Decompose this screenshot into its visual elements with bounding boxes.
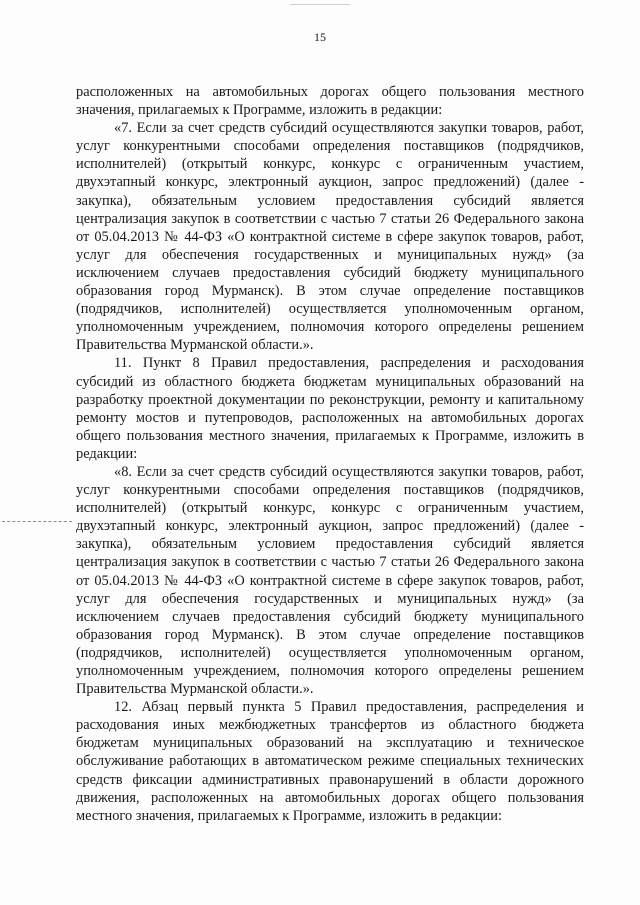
- paragraph-item-11: 11. Пункт 8 Правил предоставления, распределения и расходования субсидий из областного бюджета бюджетам муниципальных образований на разработку проектной документации по реконструкции, ремонту и капитальному ремонту мостов и путепроводов, расположенных на автомобильных дорогах общего пользования местного значения, прилагаемых к Программе, изложить в редакции:: [76, 355, 584, 462]
- margin-mark: [2, 521, 72, 523]
- paragraph-clause-8: «8. Если за счет средств субсидий осуществляются закупки товаров, работ, услуг конкурентными способами определения поставщиков (подрядчиков, исполнителей) (открытый конкурс, конкурс с ограниченным участием, двухэтапный конкурс, электронный аукцион, запрос предложений) (далее - закупка), обязательным условием предоставления субсидий является централизация закупок в соответствии с частью 7 статьи 26 Федерального закона от 05.04.2013 № 44-ФЗ «О контрактной системе в сфере закупок товаров, работ, услуг для обеспечения государственных и муниципальных нужд» (за исключением случаев предоставления субсидий бюджету муниципального образования город Мурманск). В этом случае определение поставщиков (подрядчиков, исполнителей) осуществляется уполномоченным органом, уполномоченным учреждением, полномочия которого определены решением Правительства Мурманской области.».: [76, 463, 584, 698]
- paragraph-intro: расположенных на автомобильных дорогах общего пользования местного значения, прилагаемых к Программе, изложить в редакции:: [76, 84, 584, 119]
- document-body: [76, 83, 584, 825]
- scan-mark: [290, 4, 350, 5]
- paragraph-item-12: 12. Абзац первый пункта 5 Правил предоставления, распределения и расходования иных межбюджетных трансфертов из областного бюджета бюджетам муниципальных образований на эксплуатацию и техническое обслуживание работающих в автоматическом режиме специальных технических средств фиксации административных правонарушений в области дорожного движения, расположенных на автомобильных дорогах общего пользования местного значения, прилагаемых к Программе, изложить в редакции:: [76, 699, 584, 824]
- page-number: 15: [314, 30, 326, 44]
- paragraph-clause-7: «7. Если за счет средств субсидий осуществляются закупки товаров, работ, услуг конкурентными способами определения поставщиков (подрядчиков, исполнителей) (открытый конкурс, конкурс с ограниченным участием, двухэтапный конкурс, электронный аукцион, запрос предложений) (далее - закупка), обязательным условием предоставления субсидий является централизация закупок в соответствии с частью 7 статьи 26 Федерального закона от 05.04.2013 № 44-ФЗ «О контрактной системе в сфере закупок товаров, работ, услуг для обеспечения государственных и муниципальных нужд» (за исключением случаев предоставления субсидий бюджету муниципального образования город Мурманск). В этом случае определение поставщиков (подрядчиков, исполнителей) осуществляется уполномоченным органом, уполномоченным учреждением, полномочия которого определены решением Правительства Мурманской области.».: [76, 120, 584, 354]
